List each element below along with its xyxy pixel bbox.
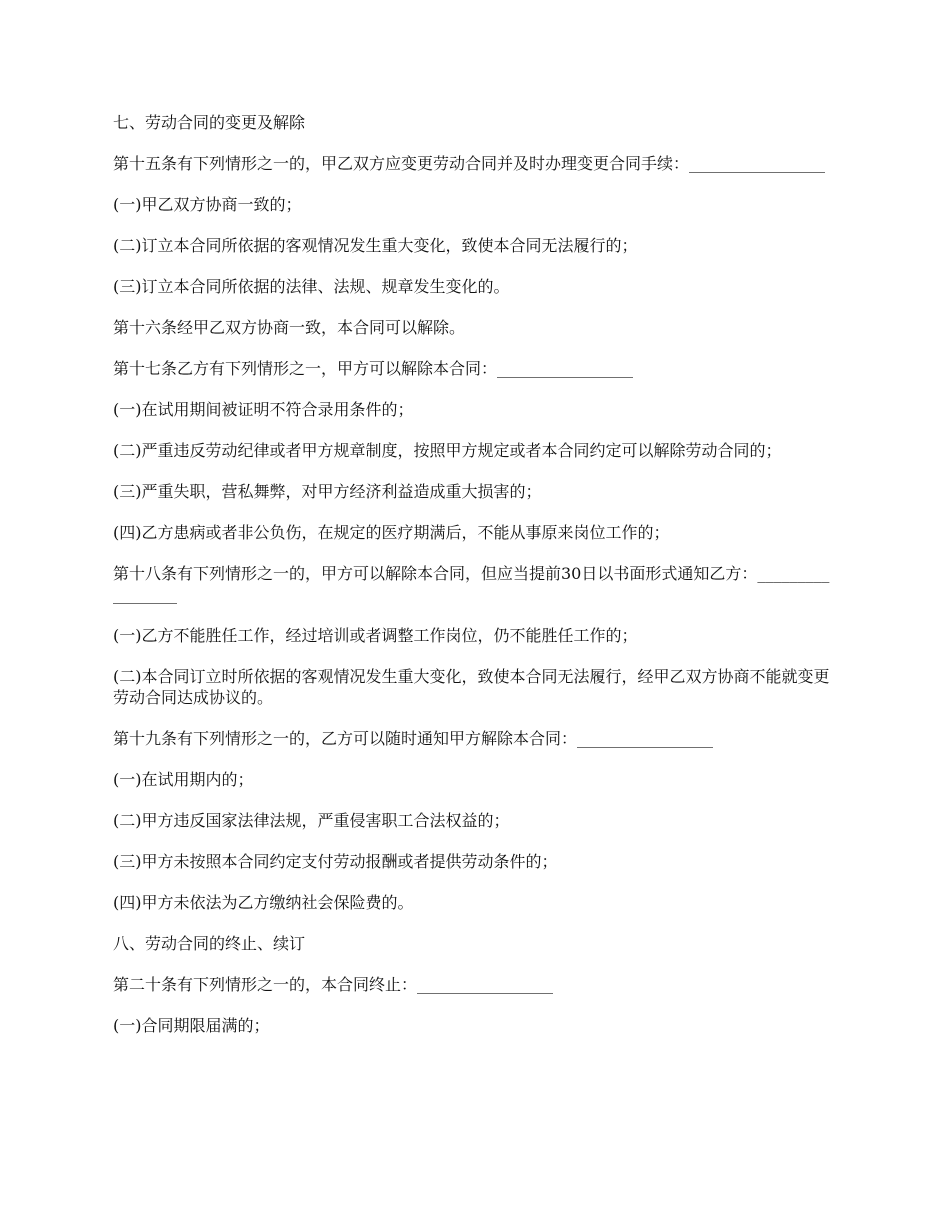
article-20-item-1: (一)合同期限届满的； (113, 1016, 270, 1035)
article-17-item-4: (四)乙方患病或者非公负伤，在规定的医疗期满后，不能从事原来岗位工作的； (113, 523, 670, 542)
article-15-item-3: (三)订立本合同所依据的法律、法规、规章发生变化的。 (113, 277, 510, 296)
article-17-item-1: (一)在试用期间被证明不符合录用条件的； (113, 400, 414, 419)
article-19-item-2: (二)甲方违反国家法律法规，严重侵害职工合法权益的； (113, 811, 510, 830)
article-19-item-4: (四)甲方未依法为乙方缴纳社会保险费的。 (113, 893, 414, 912)
article-16: 第十六条经甲乙双方协商一致，本合同可以解除。 (113, 318, 466, 337)
article-18-item-2: (二)本合同订立时所依据的客观情况发生重大变化，致使本合同无法履行，经甲乙双方协商不能就变更劳动合同达成协议的。 (113, 667, 830, 707)
document-body (113, 112, 837, 1056)
article-18: 第十八条有下列情形之一的，甲方可以解除本合同，但应当提前30日以书面形式通知乙方：_________________ (113, 564, 830, 604)
article-20: 第二十条有下列情形之一的，本合同终止：_________________ (113, 975, 554, 994)
article-15-item-2: (二)订立本合同所依据的客观情况发生重大变化，致使本合同无法履行的； (113, 236, 638, 255)
article-19-item-1: (一)在试用期内的； (113, 770, 254, 789)
section-heading-7: 七、劳动合同的变更及解除 (113, 113, 306, 132)
section-heading-8: 八、劳动合同的终止、续订 (113, 934, 306, 953)
article-17: 第十七条乙方有下列情形之一，甲方可以解除本合同：_________________ (113, 359, 634, 378)
article-15: 第十五条有下列情形之一的，甲乙双方应变更劳动合同并及时办理变更合同手续：_________________ (113, 154, 826, 173)
article-17-item-2: (二)严重违反劳动纪律或者甲方规章制度，按照甲方规定或者本合同约定可以解除劳动合同的； (113, 441, 782, 460)
article-17-item-3: (三)严重失职，营私舞弊，对甲方经济利益造成重大损害的； (113, 482, 542, 501)
article-19-item-3: (三)甲方未按照本合同约定支付劳动报酬或者提供劳动条件的； (113, 852, 558, 871)
article-15-item-1: (一)甲乙双方协商一致的； (113, 195, 302, 214)
article-19: 第十九条有下列情形之一的，乙方可以随时通知甲方解除本合同：_________________ (113, 729, 714, 748)
article-18-item-1: (一)乙方不能胜任工作，经过培训或者调整工作岗位，仍不能胜任工作的； (113, 626, 638, 645)
